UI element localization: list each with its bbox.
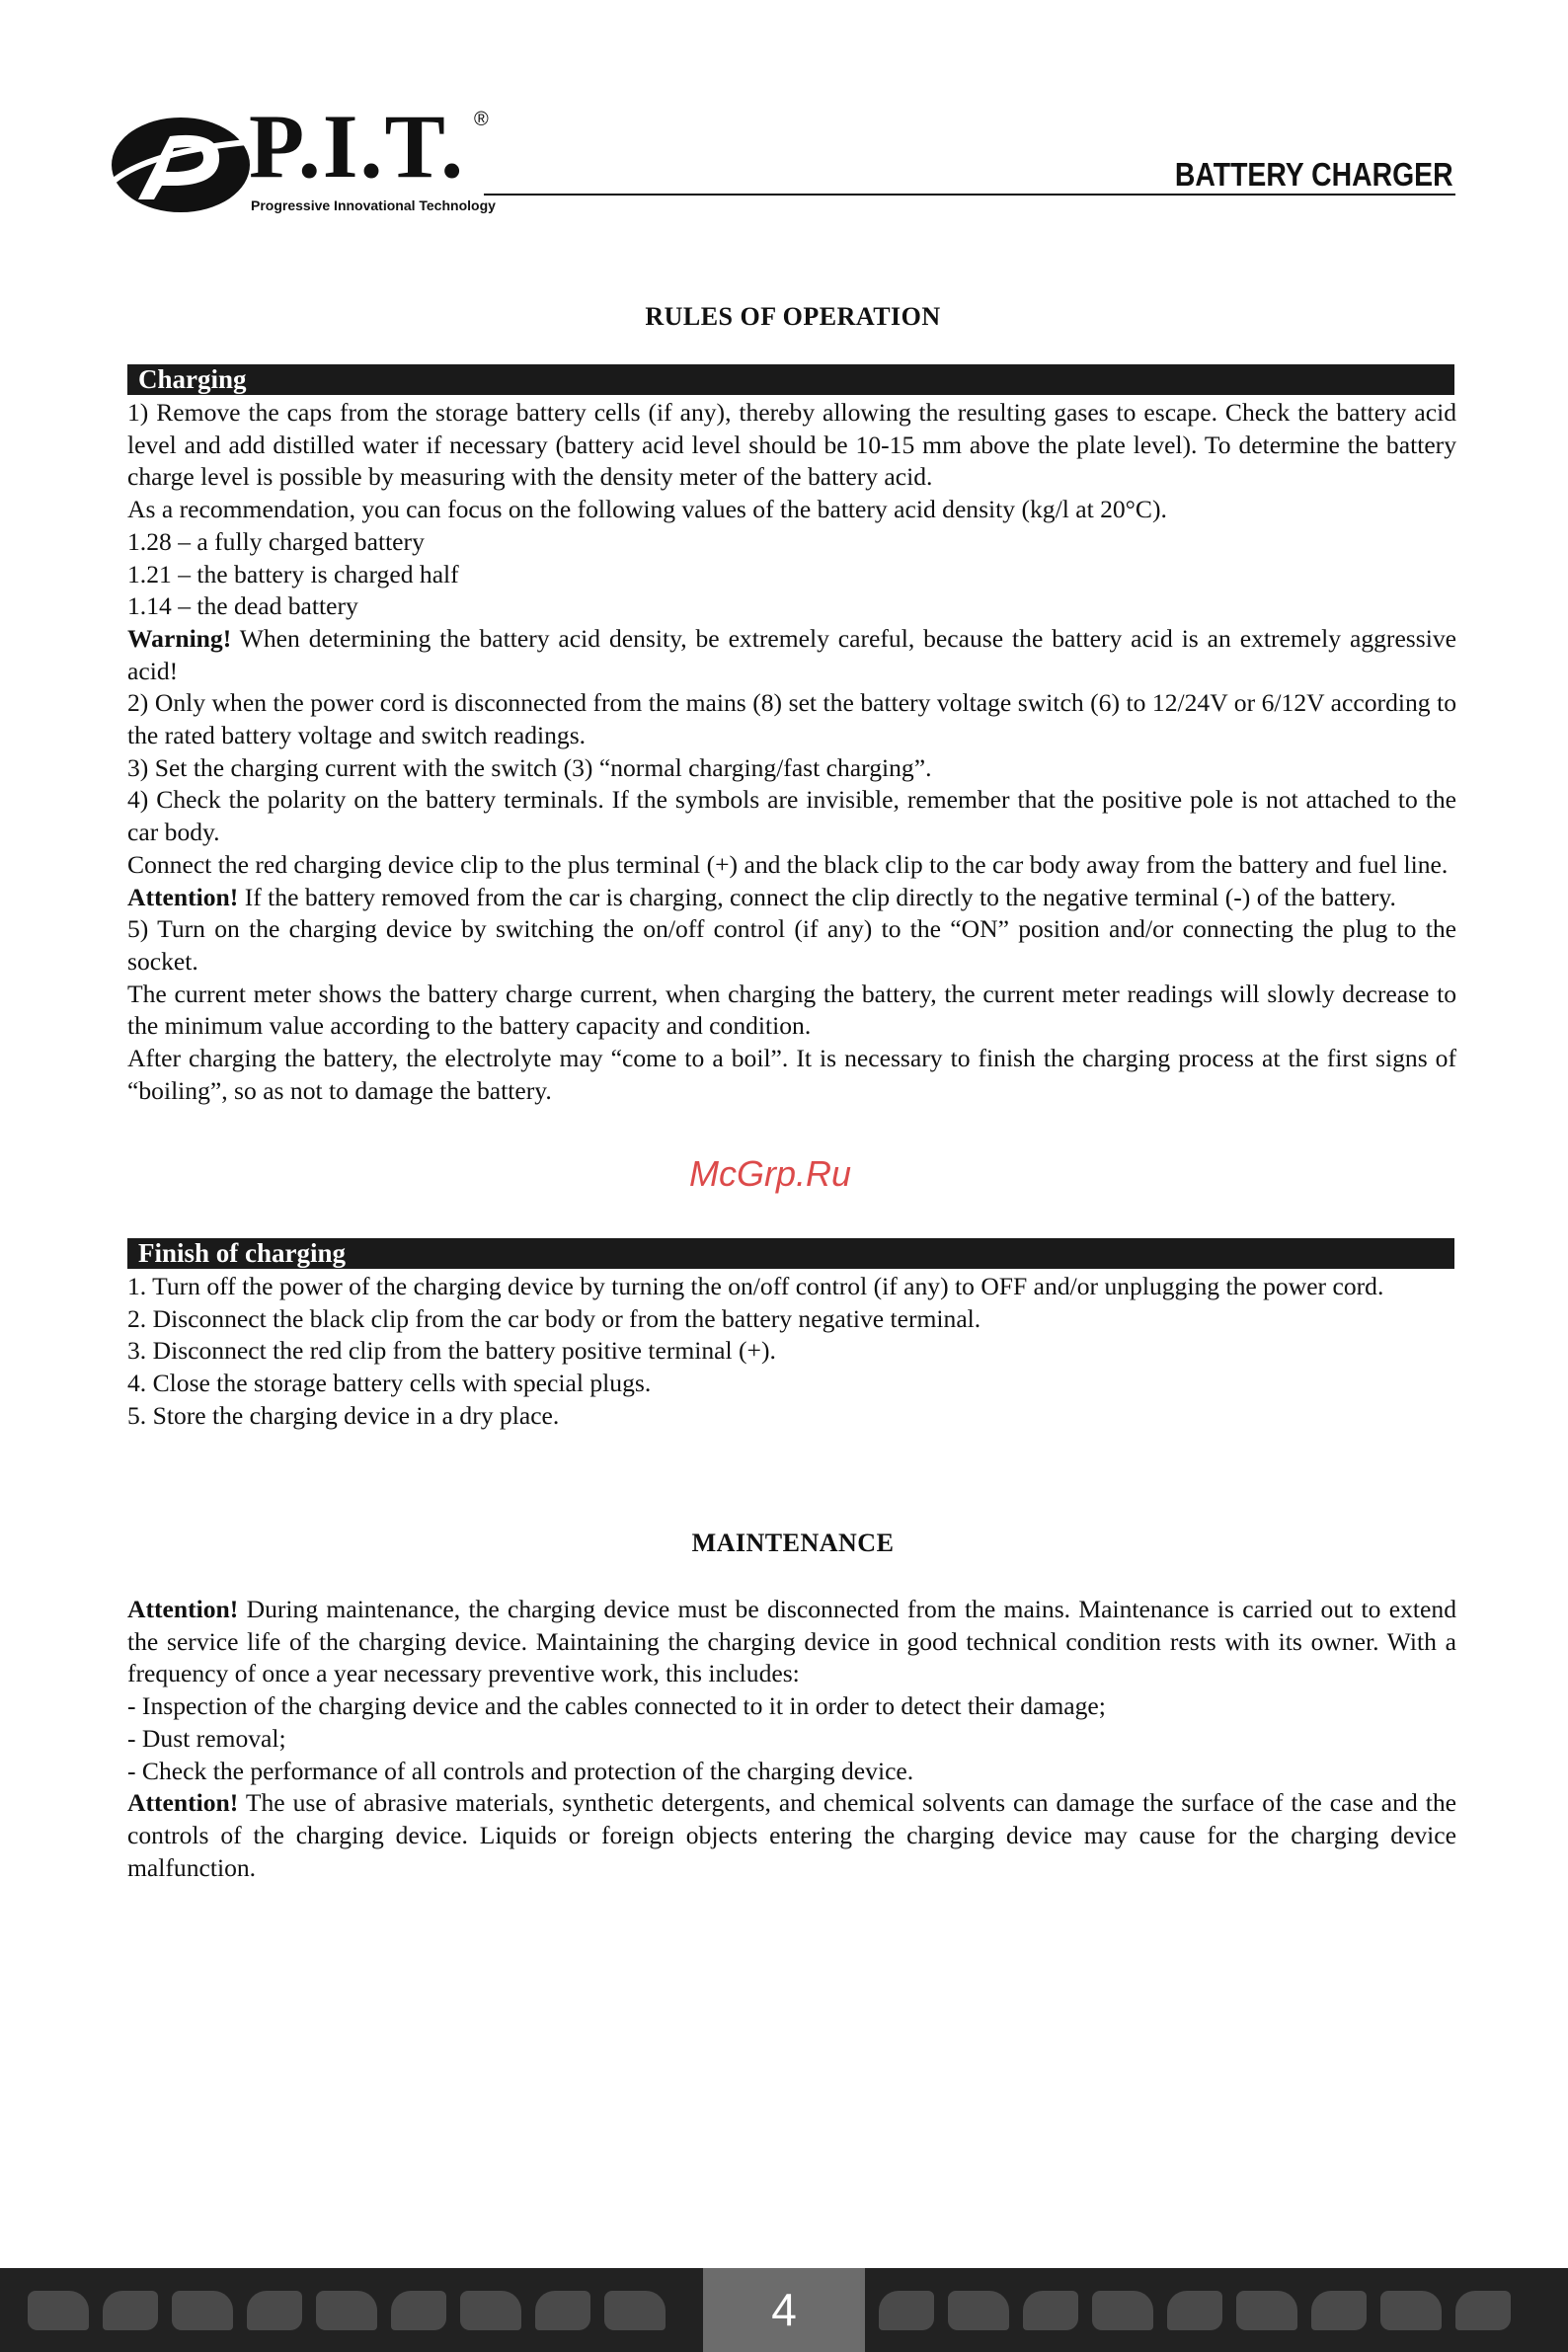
attention-text: The use of abrasive materials, synthetic detergents, and chemical solvents can damage the surface of the case and the controls of the charging device. Liquids or foreign objects entering the charging device may cause for the charging device malfunction. [127, 1788, 1456, 1882]
tool-icon [1092, 2291, 1153, 2330]
tool-icon [604, 2291, 666, 2330]
attention-paragraph [127, 1594, 1456, 1690]
paragraph: The current meter shows the battery charge current, when charging the battery, the current meter readings will slowly decrease to the minimum value according to the battery capacity and condition. [127, 979, 1456, 1041]
tool-icon [172, 2291, 233, 2330]
tool-icon [391, 2291, 446, 2330]
tool-icon [535, 2291, 590, 2330]
list-item: - Dust removal; [127, 1723, 286, 1753]
document-title: BATTERY CHARGER [1175, 156, 1453, 193]
warning-paragraph [127, 623, 1456, 687]
tool-icon [879, 2291, 934, 2330]
tool-icon [1236, 2291, 1297, 2330]
tool-icon [948, 2291, 1009, 2330]
attention-paragraph [127, 882, 1456, 914]
attention-text: If the battery removed from the car is charging, connect the clip directly to the negative terminal (-) of the battery. [238, 882, 1396, 911]
finish-section [127, 1271, 1456, 1433]
list-item: 5. Store the charging device in a dry place. [127, 1400, 560, 1430]
paragraph: Connect the red charging device clip to the plus terminal (+) and the black clip to the car body away from the battery and fuel line. [127, 849, 1449, 879]
warning-text: When determining the battery acid density, be extremely careful, because the battery acid is an extremely aggressive acid! [127, 623, 1456, 685]
attention-paragraph [127, 1787, 1456, 1884]
tool-icon [1023, 2291, 1078, 2330]
rules-heading: RULES OF OPERATION [645, 302, 941, 331]
list-item: 2. Disconnect the black clip from the car body or from the battery negative terminal. [127, 1303, 981, 1333]
section-bar-finish: Finish of charging [127, 1238, 1454, 1269]
tool-icon [1455, 2291, 1511, 2330]
paragraph: After charging the battery, the electrolyte may “come to a boil”. It is necessary to finish the charging process at the first signs of “boiling”, so as not to damage the battery. [127, 1044, 1456, 1105]
logo-text: P.I.T. [249, 96, 466, 196]
attention-label: Attention! [127, 882, 239, 911]
header-rule [484, 194, 1455, 196]
warning-label: Warning! [127, 623, 232, 653]
tool-icon [1311, 2291, 1367, 2330]
list-item: - Inspection of the charging device and the cables connected to it in order to detect their damage; [127, 1691, 1106, 1721]
tool-icon [103, 2291, 158, 2330]
list-item: 1. Turn off the power of the charging device by turning the on/off control (if any) to OFF and/or unplugging the power cord. [127, 1272, 1384, 1300]
list-item: 4. Close the storage battery cells with special plugs. [127, 1369, 652, 1398]
tool-icon [316, 2291, 377, 2330]
density-item: 1.28 – a fully charged battery [127, 526, 425, 556]
paragraph: 2) Only when the power cord is disconnected from the mains (8) set the battery voltage switch (6) to 12/24V or 6/12V according to the rated battery voltage and switch readings. [127, 688, 1456, 750]
tool-icon [1167, 2291, 1222, 2330]
paragraph: 1) Remove the caps from the storage battery cells (if any), thereby allowing the resulting gases to escape. Check the battery acid level and add distilled water if necessary (battery acid level should be 10-15 mm above the plate level). To determine the battery charge level is possible by measuring with the density meter of the battery acid. [127, 398, 1456, 492]
attention-text: During maintenance, the charging device must be disconnected from the mains. Maintenance is carried out to extend the service life of the charging device. Maintaining the charging device in good technical condition rests with its owner. With a frequency of once a year necessary preventive work, this includes: [127, 1595, 1456, 1688]
section-bar-charging: Charging [127, 364, 1454, 395]
paragraph: 5) Turn on the charging device by switching the on/off control (if any) to the “ON” position and/or connecting the plug to the socket. [127, 914, 1456, 976]
paragraph: 4) Check the polarity on the battery terminals. If the symbols are invisible, remember that the positive pole is not attached to the car body. [127, 785, 1456, 847]
tool-silhouette-icons [879, 2286, 1511, 2335]
watermark: McGrp.Ru [689, 1153, 852, 1194]
tool-silhouette-icons [28, 2286, 666, 2335]
tool-icon [28, 2291, 89, 2330]
pit-logo-mark-icon [109, 113, 253, 217]
tool-icon [247, 2291, 302, 2330]
pit-logo [109, 96, 496, 217]
density-item: 1.14 – the dead battery [127, 591, 358, 621]
maintenance-heading: MAINTENANCE [691, 1529, 895, 1557]
density-item: 1.21 – the battery is charged half [127, 559, 459, 588]
tool-icon [1380, 2291, 1442, 2330]
list-item: 3. Disconnect the red clip from the battery positive terminal (+). [127, 1336, 776, 1366]
logo-tagline: Progressive Innovational Technology [251, 197, 496, 213]
maintenance-section [127, 1594, 1456, 1884]
list-item: - Check the performance of all controls and protection of the charging device. [127, 1756, 914, 1785]
logo-registered-mark: ® [474, 109, 489, 130]
paragraph: 3) Set the charging current with the switch (3) “normal charging/fast charging”. [127, 752, 932, 782]
charging-section [127, 397, 1456, 1107]
tool-icon [460, 2291, 521, 2330]
attention-label: Attention! [127, 1595, 239, 1623]
attention-label: Attention! [127, 1788, 239, 1818]
page-number: 4 [703, 2268, 865, 2352]
paragraph: As a recommendation, you can focus on the following values of the battery acid density (kg/l at 20°C). [127, 495, 1167, 524]
